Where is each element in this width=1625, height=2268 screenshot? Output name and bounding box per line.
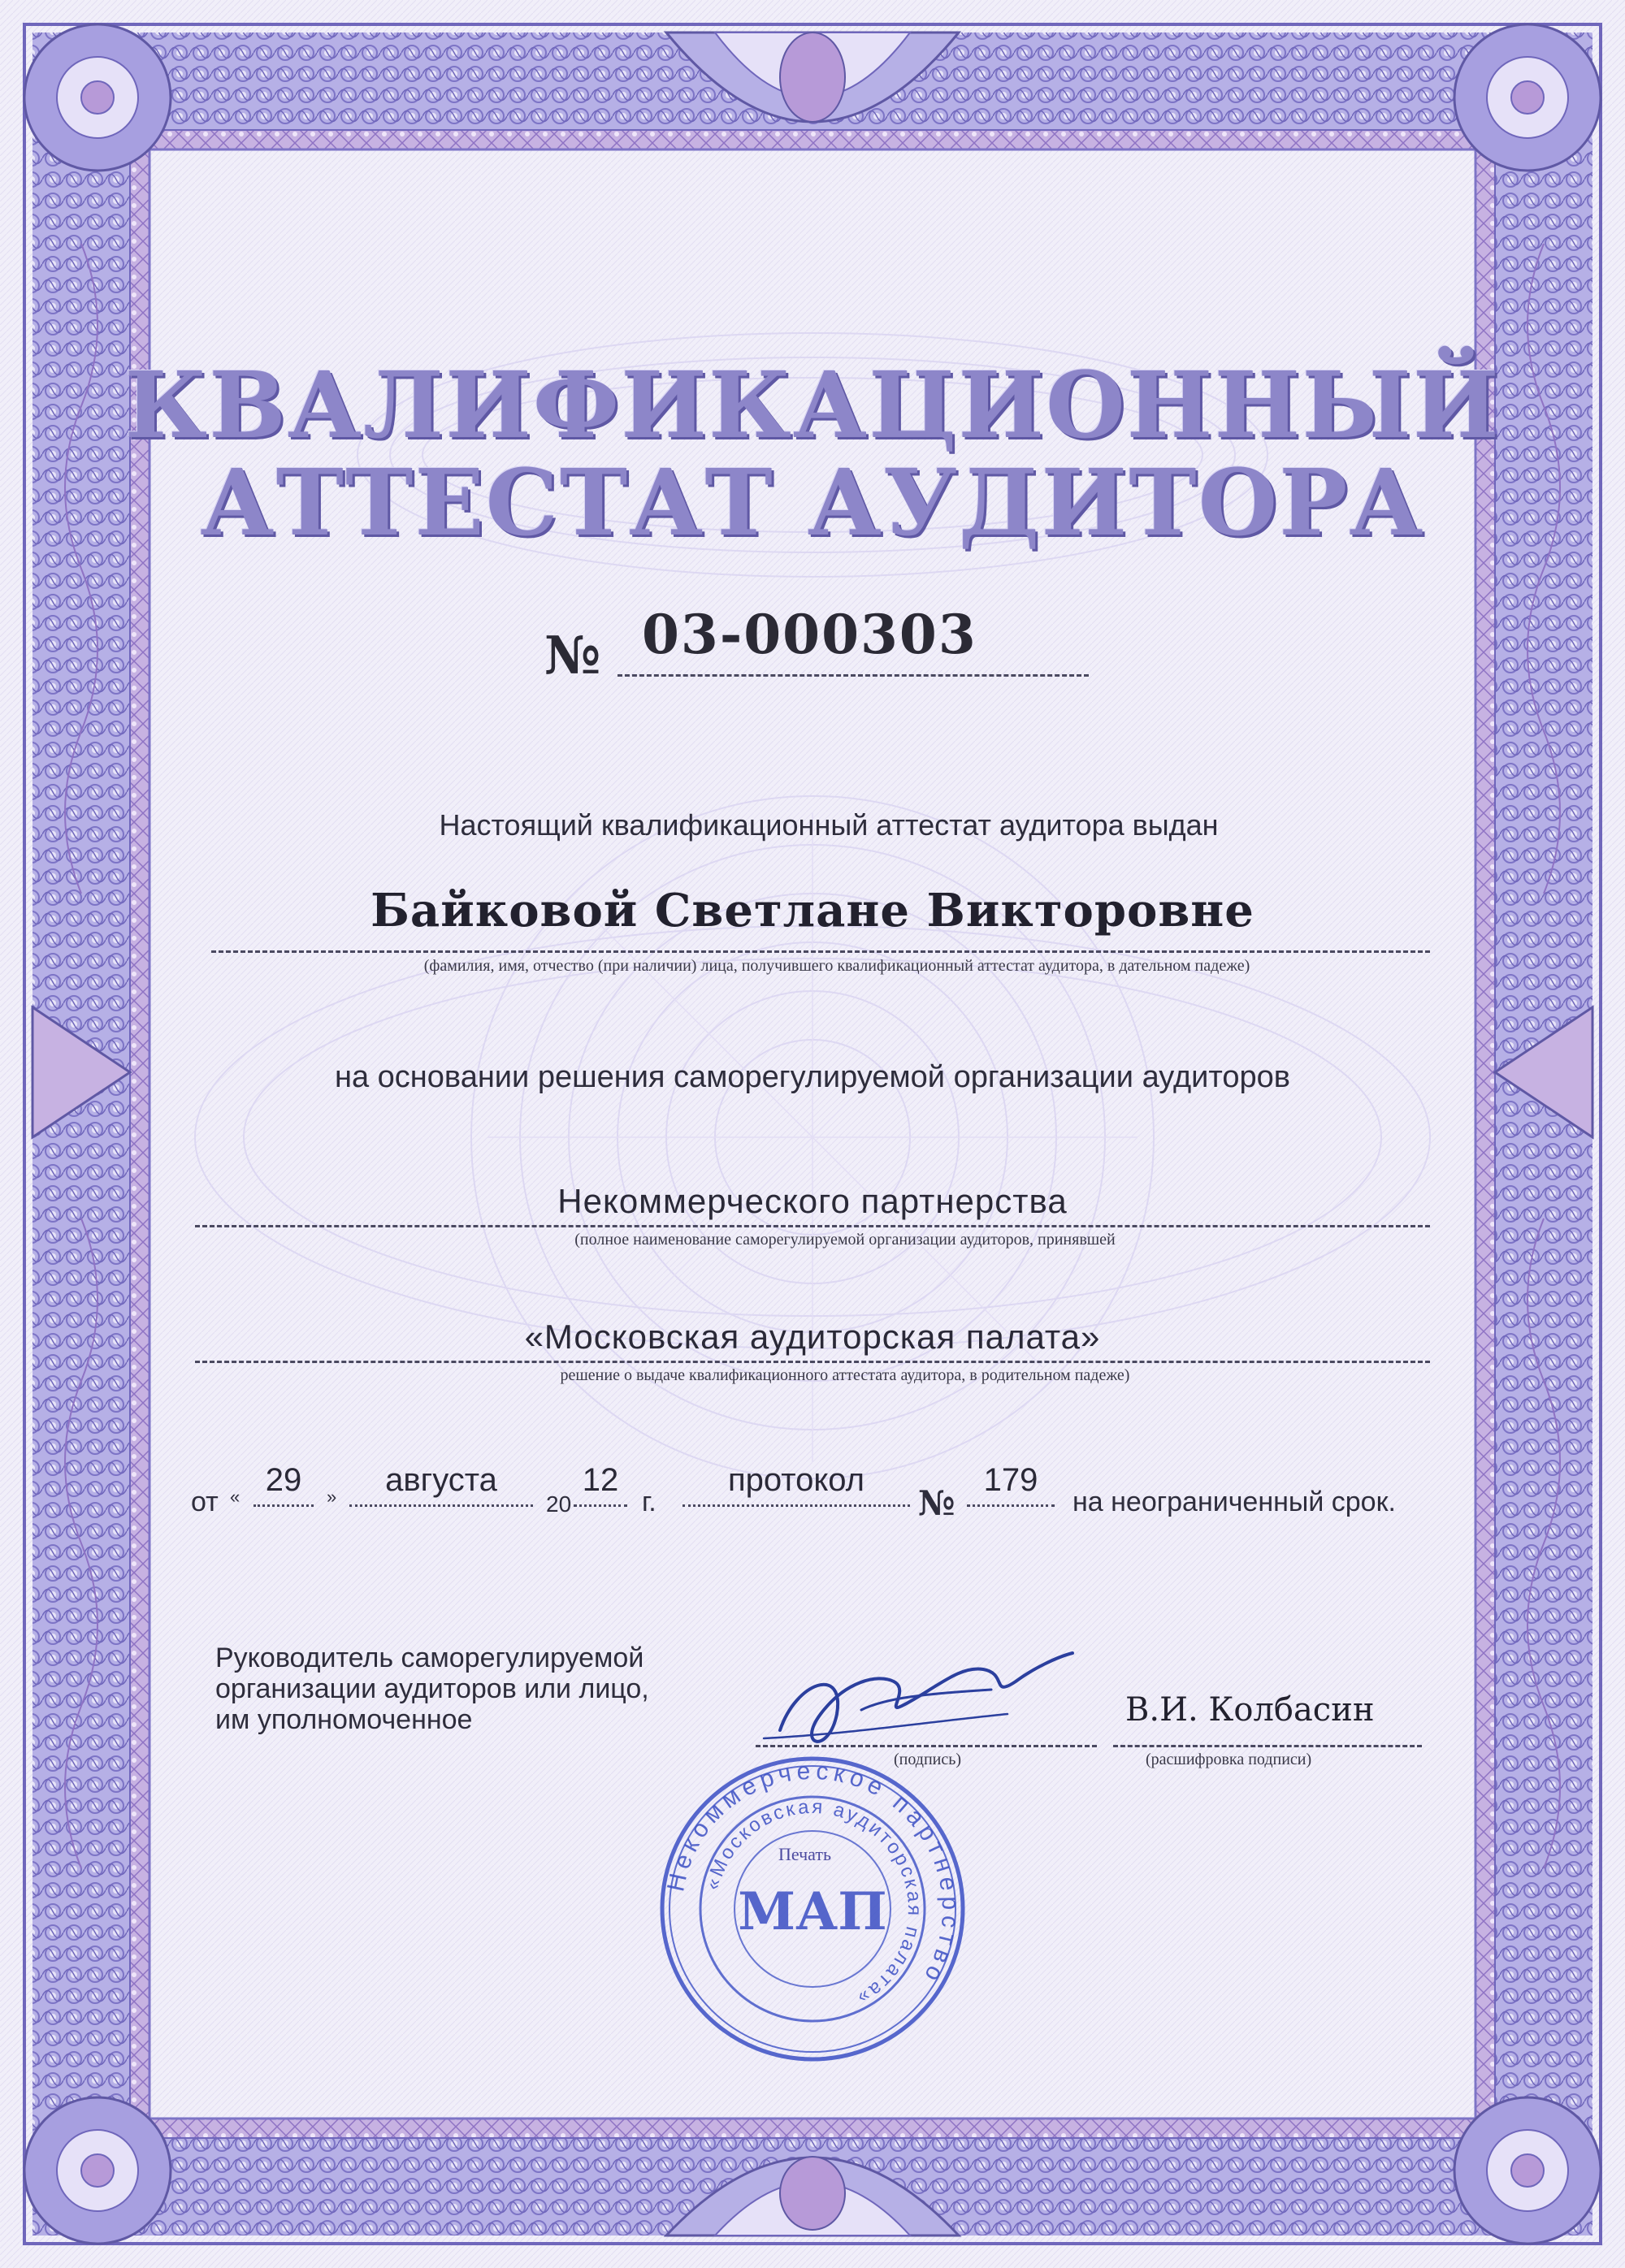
seal-label: Печать xyxy=(778,1844,832,1864)
name-caption: (расшифровка подписи) xyxy=(1146,1751,1312,1768)
signatory-role-line1: Руководитель саморегулируемой xyxy=(215,1643,644,1673)
org-line2: «Московская аудиторская палата» xyxy=(524,1318,1101,1356)
from-label: от xyxy=(191,1487,219,1517)
org-underline2 xyxy=(195,1361,1430,1363)
seal-inner-text: «Московская аудиторская палата» xyxy=(701,1795,926,2010)
number-underline xyxy=(618,674,1089,677)
org-caption1: (полное наименование саморегулируемой организации аудиторов, принявшей xyxy=(574,1231,1116,1249)
seal-monogram: МАП xyxy=(738,1881,887,1942)
organization-seal xyxy=(650,1746,975,2071)
protocol-number-underline xyxy=(967,1504,1055,1507)
decision-year: 12 xyxy=(582,1462,619,1498)
protocol-underline xyxy=(682,1504,910,1507)
month-underline xyxy=(349,1504,533,1507)
signatory-role xyxy=(215,1643,649,1735)
signature-caption: (подпись) xyxy=(894,1751,962,1768)
number-label: № xyxy=(544,625,601,686)
signatory-name: В.И. Колбасин xyxy=(1125,1691,1375,1729)
year-label: г. xyxy=(642,1487,656,1517)
quote-close: » xyxy=(327,1487,337,1507)
recipient-underline xyxy=(211,950,1430,953)
quote-open: « xyxy=(230,1487,240,1507)
org-line1: Некоммерческого партнерства xyxy=(557,1182,1068,1220)
year-prefix: 20 xyxy=(546,1491,572,1517)
term-text: на неограниченный срок. xyxy=(1072,1487,1396,1517)
protocol-no-label: № xyxy=(918,1483,956,1523)
basis-text: на основании решения саморегулируемой организации аудиторов xyxy=(335,1060,1290,1094)
name-underline xyxy=(1113,1745,1422,1747)
certificate-number: 03-000303 xyxy=(642,603,977,666)
org-caption2: решение о выдаче квалификационного аттестата аудитора, в родительном падеже) xyxy=(560,1366,1130,1384)
signatory-role-line2: организации аудиторов или лицо, xyxy=(215,1673,649,1704)
day-underline xyxy=(254,1504,314,1507)
decision-day: 29 xyxy=(265,1462,302,1498)
year-underline xyxy=(574,1504,627,1507)
protocol-number: 179 xyxy=(983,1462,1038,1498)
signatory-role-line3: им уполномоченное xyxy=(215,1704,473,1735)
certificate-title-line2: АТТЕСТАТ АУДИТОРА xyxy=(200,450,1425,556)
issued-text: Настоящий квалификационный аттестат аудитора выдан xyxy=(439,808,1219,842)
recipient-name: Байковой Светлане Викторовне xyxy=(370,884,1254,937)
decision-month: августа xyxy=(385,1462,497,1498)
handwritten-signature xyxy=(748,1633,1089,1763)
protocol-label: протокол xyxy=(727,1462,865,1498)
seal-outer-text: Некоммерческое партнерство xyxy=(662,1757,964,1991)
certificate-title-line1: КВАЛИФИКАЦИОННЫЙ xyxy=(124,353,1501,459)
recipient-caption: (фамилия, имя, отчество (при наличии) лица, получившего квалификационный аттестат аудитора, в дательном падеже) xyxy=(423,957,1250,975)
org-underline1 xyxy=(195,1225,1430,1227)
